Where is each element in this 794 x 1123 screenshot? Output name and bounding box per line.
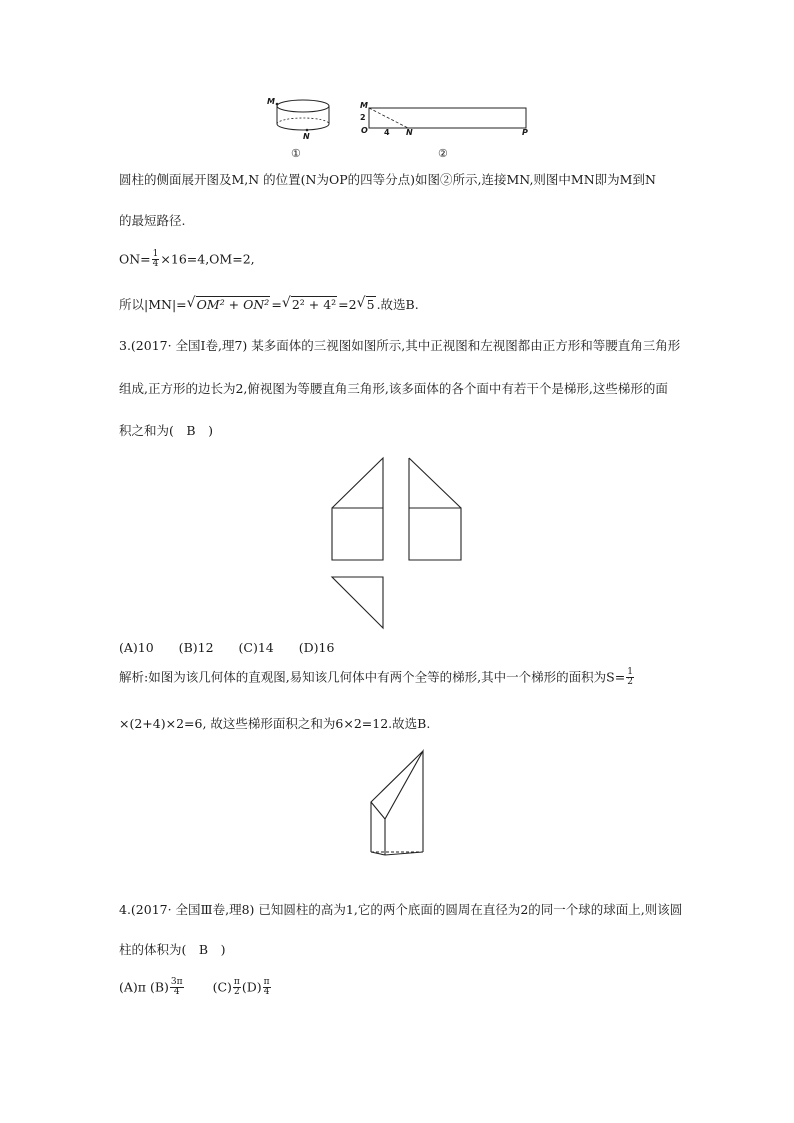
fig1-label-m: M (267, 97, 275, 106)
fig2-label-o: O (361, 126, 368, 135)
solid-figure (365, 747, 435, 862)
mn-suffix: .故选B. (376, 297, 419, 312)
figure-cylinder (262, 92, 342, 162)
q3-analysis-line-1 (119, 668, 635, 688)
three-view-drawing (325, 452, 475, 637)
q3-line-2: 组成,正方形的边长为2,俯视图为等腰直角三角形,该多面体的各个面中有若干个是梯形,这些梯形的面 (119, 381, 668, 396)
fig2-caption: ② (438, 147, 448, 160)
on-suffix: ×16=4,OM=2, (160, 251, 255, 267)
mn-eq: = (271, 297, 282, 312)
q3-line-3: 积之和为( B ) (119, 423, 213, 438)
sqrt-numeric-radicand: 2² + 4² (291, 297, 337, 312)
mn-prefix: 所以|MN|= (119, 297, 187, 312)
analysis-fraction (626, 668, 634, 688)
sqrt-numeric (282, 298, 337, 312)
q4-line-1: 4.(2017· 全国Ⅲ卷,理8) 已知圆柱的高为1,它的两个底面的圆周在直径为2的同一个球的球面上,则该圆 (119, 902, 683, 917)
on-prefix: ON= (119, 251, 151, 267)
figure-unrolled (356, 98, 536, 162)
q3-analysis-line-2: ×(2+4)×2=6, 故这些梯形面积之和为6×2=12.故选B. (119, 716, 431, 731)
fig2-label-4: 4 (384, 128, 390, 137)
q4-option-a: (A)π (B) (119, 979, 169, 995)
sqrt-om-on-radicand: OM² + ON² (196, 297, 270, 312)
q4-option-d-fraction (263, 978, 271, 998)
q4-c-num: π (233, 977, 240, 987)
q4-options (119, 978, 272, 998)
q4-b-num: 3π (170, 977, 183, 987)
q4-option-d: (D) (241, 979, 262, 995)
sqrt-om-on (187, 298, 271, 312)
q3-options: (A)10 (B)12 (C)14 (D)16 (119, 640, 335, 655)
solution-on-formula (119, 250, 255, 270)
q4-d-den: 4 (263, 987, 270, 998)
q4-d-num: π (263, 977, 270, 987)
solid-drawing (365, 747, 435, 862)
q3-line-1: 3.(2017· 全国Ⅰ卷,理7) 某多面体的三视图如图所示,其中正视图和左视图都由正方形和等腰直角三角形 (119, 338, 681, 353)
fig1-label-n: N (303, 132, 310, 141)
fig2-label-m: M (360, 101, 368, 110)
fig1-caption: ① (291, 147, 301, 160)
q4-option-c: (C) (212, 979, 232, 995)
fig2-label-p: P (522, 128, 528, 137)
analysis-frac-den: 2 (627, 677, 633, 688)
analysis-text: 解析:如图为该几何体的直观图,易知该几何体中有两个全等的梯形,其中一个梯形的面积为S= (119, 669, 626, 685)
q4-c-den: 2 (233, 987, 240, 998)
q4-line-2: 柱的体积为( B ) (119, 942, 226, 957)
on-frac-num: 1 (152, 249, 159, 259)
fig2-label-n: N (406, 128, 413, 137)
q4-option-c-fraction (233, 978, 241, 998)
analysis-frac-num: 1 (627, 667, 633, 677)
on-frac-den: 4 (152, 259, 159, 270)
on-fraction (152, 250, 160, 270)
mn-eq2: =2 (338, 297, 357, 312)
solution-line-2: 的最短路径. (119, 213, 186, 228)
sqrt-five (357, 298, 376, 312)
three-view-figure (325, 452, 475, 637)
solution-line-1: 圆柱的侧面展开图及M,N 的位置(N为OP的四等分点)如图②所示,连接MN,则图中MN即为M到N (119, 172, 656, 187)
solution-mn-formula (119, 298, 419, 312)
q4-option-b-fraction (170, 978, 184, 998)
fig2-label-2: 2 (360, 113, 366, 122)
q4-b-den: 4 (170, 987, 184, 997)
sqrt-five-radicand: 5 (366, 297, 375, 312)
